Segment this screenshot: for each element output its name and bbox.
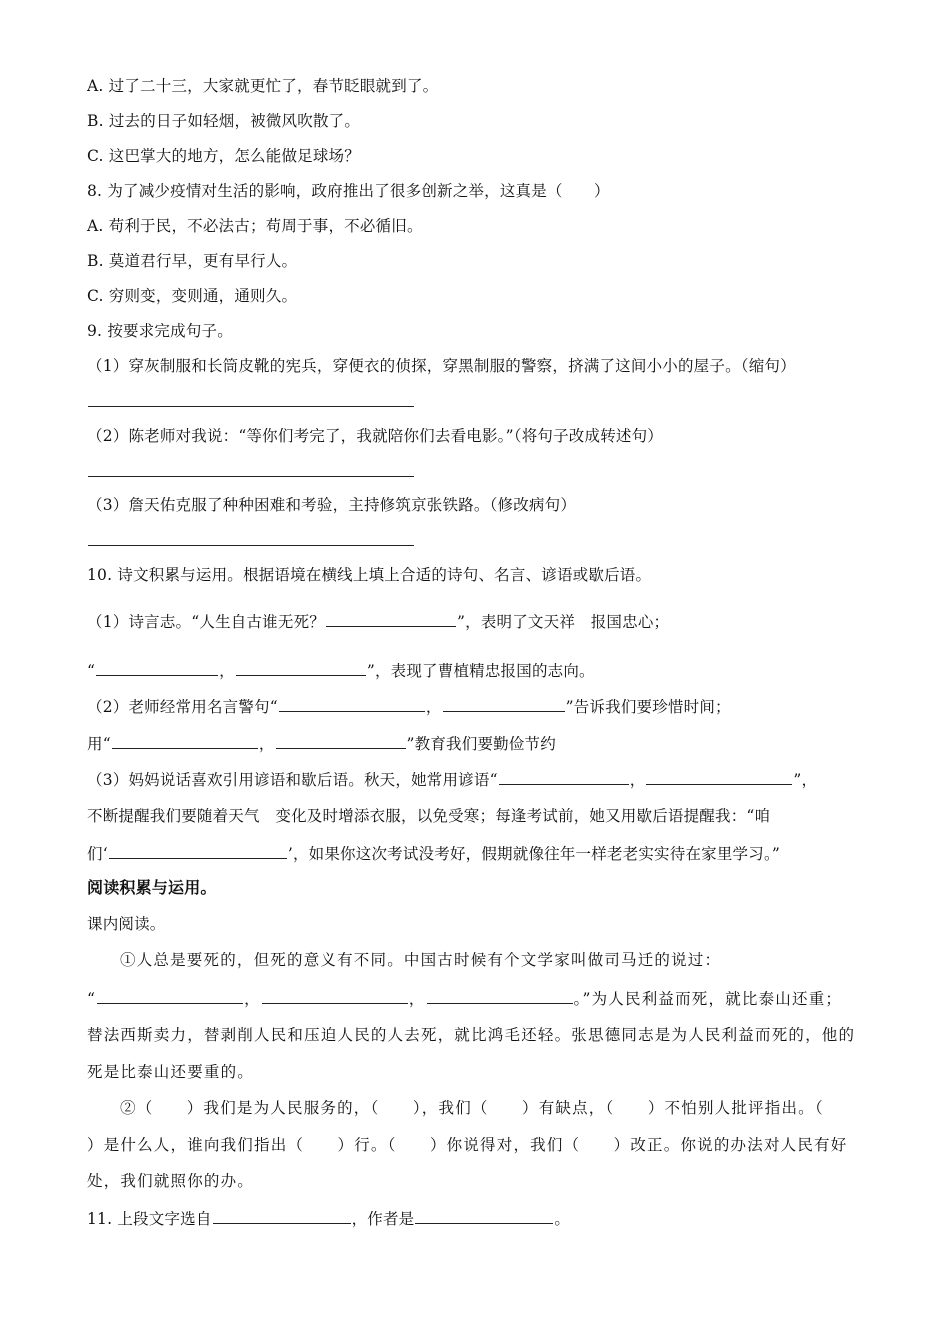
q10-line-2: “ ， ”，表现了曹植精忠报国的志向。 xyxy=(87,662,595,680)
q7-option-a: A. 过了二十三，大家就更忙了，春节眨眼就到了。 xyxy=(87,77,439,95)
blank[interactable] xyxy=(646,769,792,785)
blank[interactable] xyxy=(97,988,243,1004)
q9-stem: 9. 按要求完成句子。 xyxy=(87,322,233,340)
blank[interactable] xyxy=(112,733,258,749)
passage-para2-line1: ②（ ）我们是为人民服务的，（ ），我们（ ）有缺点，（ ）不怕别人批评指出。（ xyxy=(120,1099,824,1117)
blank[interactable] xyxy=(443,696,565,712)
q8-option-a: A. 苟利于民，不必法古；苟周于事，不必循旧。 xyxy=(87,217,423,235)
blank[interactable] xyxy=(236,660,366,676)
blank[interactable] xyxy=(262,988,408,1004)
q9-sentence-2: （2）陈老师对我说：“等你们考完了，我就陪你们去看电影。”（将句子改成转述句） xyxy=(87,427,664,445)
q8-option-b: B. 莫道君行早，更有早行人。 xyxy=(87,252,298,270)
blank[interactable] xyxy=(415,1208,553,1224)
blank[interactable] xyxy=(499,769,629,785)
q11-line: 11. 上段文字选自 ，作者是 。 xyxy=(87,1210,571,1228)
passage-para2-line3: 处，我们就照你的办。 xyxy=(87,1172,255,1190)
passage-para1-line4: 死是比泰山还要重的。 xyxy=(87,1063,255,1081)
q10-line-7: 们‘ ’，如果你这次考试没考好，假期就像往年一样老老实实待在家里学习。” xyxy=(87,845,781,863)
passage-para1-line3: 替法西斯卖力，替剥削人民和压迫人民的人去死，就比鸿毛还轻。张思德同志是为人民利益而死的，他的 xyxy=(87,1026,856,1044)
answer-line[interactable] xyxy=(88,406,414,407)
q8-option-c: C. 穷则变，变则通，通则久。 xyxy=(87,287,298,305)
q10-line-4: 用“ ， ”教育我们要勤俭节约 xyxy=(87,735,556,753)
blank[interactable] xyxy=(427,988,573,1004)
q10-line-5: （3）妈妈说话喜欢引用谚语和歇后语。秋天，她常用谚语“ ， ”， xyxy=(87,771,818,789)
blank[interactable] xyxy=(276,733,406,749)
q10-line-1: （1）诗言志。“人生自古谁无死？ ”，表明了文天祥 报国忠心； xyxy=(87,613,670,631)
blank[interactable] xyxy=(213,1208,351,1224)
q8-stem: 8. 为了减少疫情对生活的影响，政府推出了很多创新之举，这真是（ ） xyxy=(87,182,610,200)
blank[interactable] xyxy=(96,660,218,676)
section-subheading: 课内阅读。 xyxy=(87,915,166,933)
passage-para1-line1: ①人总是要死的，但死的意义有不同。中国古时候有个文学家叫做司马迁的说过： xyxy=(120,951,722,969)
q9-sentence-3: （3）詹天佑克服了种种困难和考验，主持修筑京张铁路。（修改病句） xyxy=(87,496,577,514)
passage-para1-line2: “ ， ， 。”为人民利益而死，就比泰山还重； xyxy=(87,990,843,1008)
blank[interactable] xyxy=(326,611,456,627)
q10-line-3: （2）老师经常用名言警句“ ， ”告诉我们要珍惜时间； xyxy=(87,698,731,716)
answer-line[interactable] xyxy=(88,476,414,477)
blank[interactable] xyxy=(109,843,287,859)
section-heading: 阅读积累与运用。 xyxy=(87,878,217,897)
q10-stem: 10. 诗文积累与运用。根据语境在横线上填上合适的诗句、名言、谚语或歇后语。 xyxy=(87,566,652,584)
passage-para2-line2: ）是什么人，谁向我们指出（ ）行。（ ）你说得对，我们（ ）改正。你说的办法对人民有好 xyxy=(87,1136,848,1154)
blank[interactable] xyxy=(279,696,425,712)
q7-option-b: B. 过去的日子如轻烟，被微风吹散了。 xyxy=(87,112,361,130)
q7-option-c: C. 这巴掌大的地方，怎么能做足球场？ xyxy=(87,147,360,165)
q10-line-6: 不断提醒我们要随着天气 变化及时增添衣服，以免受寒；每逢考试前，她又用歇后语提醒我：“咱 xyxy=(87,807,771,825)
q9-sentence-1: （1）穿灰制服和长筒皮靴的宪兵，穿便衣的侦探，穿黑制服的警察，挤满了这间小小的屋子。（缩句） xyxy=(87,357,796,375)
answer-line[interactable] xyxy=(88,545,414,546)
